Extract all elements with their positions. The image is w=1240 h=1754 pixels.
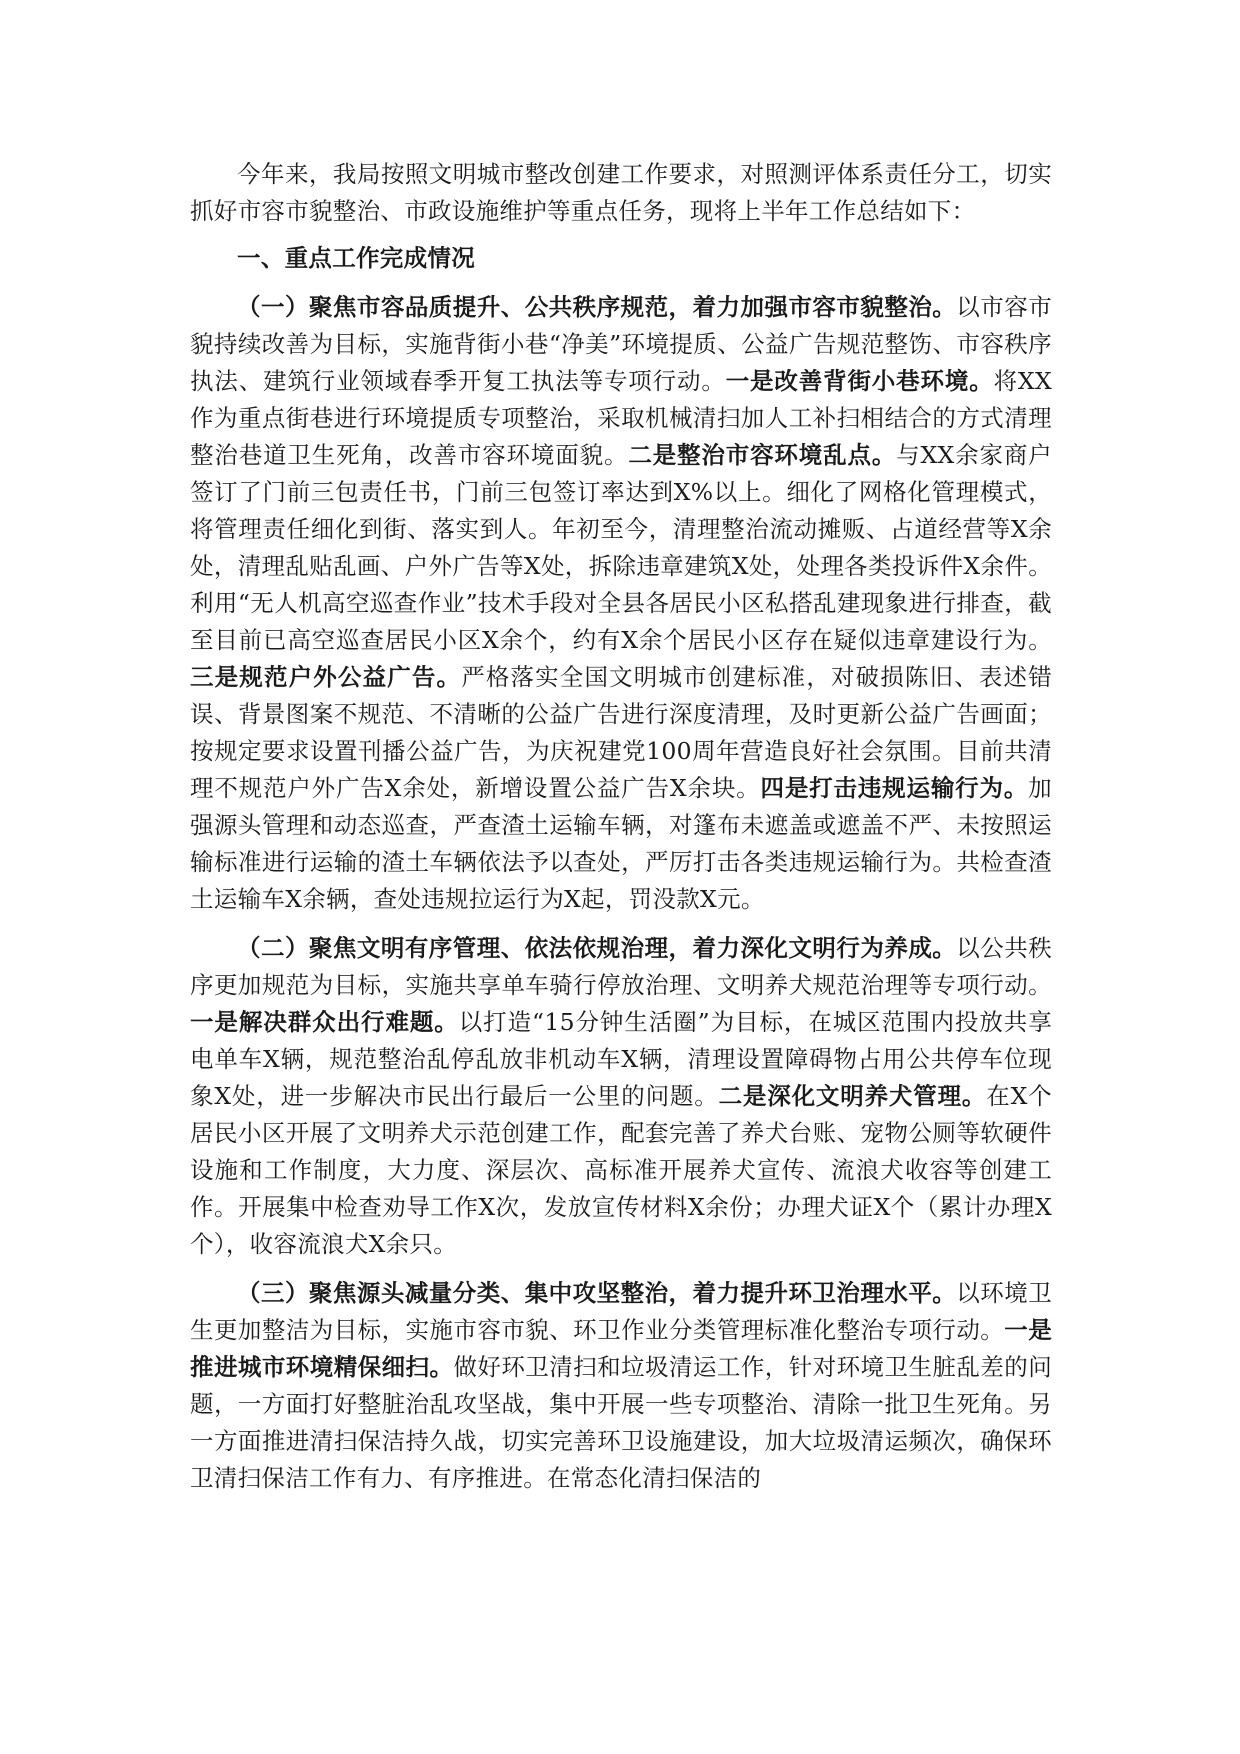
paragraph-3-point-1: 一是推进城市环境精保细扫。 [190,1316,1052,1381]
paragraph-1-text-4: 严格落实全国文明城市创建标准，对破损陈旧、表述错误、背景图案不规范、不清晰的公益广告进行深度清理，及时更新公益广告画面；按规定要求设置刊播公益广告，为庆祝建党100周年营造良好社会氛围。目前共清理不规范户外广告X余处，新增设置公益广告X余块。 [190,663,1052,802]
paragraph-1-text-1: 以市容市貌持续改善为目标，实施背街小巷“净美”环境提质、公益广告规范整饬、市容秩序执法、建筑行业领域春季开复工执法等专项行动。 [190,293,1053,395]
paragraph-1-text-2: 将XX作为重点街巷进行环境提质专项整治，采取机械清扫加人工补扫相结合的方式清理整治巷道卫生死角，改善市容环境面貌。 [190,367,1052,469]
paragraph-1-text-5: 加强源头管理和动态巡查，严查渣土运输车辆，对篷布未遮盖或遮盖不严、未按照运输标准进行运输的渣土车辆依法予以查处，严厉打击各类违规运输行为。共检查渣土运输车X余辆，查处违规拉运行为X起，罚没款X元。 [190,774,1052,913]
paragraph-2-text-2: 以打造“15分钟生活圈”为目标，在城区范围内投放共享电单车X辆，规范整治乱停乱放非机动车X辆，清理设置障碍物占用公共停车位现象X处，进一步解决市民出行最后一公里的问题。 [190,1008,1052,1110]
paragraph-1-point-2: 二是整治市容环境乱点。 [628,441,897,469]
paragraph-2-text-3: 在X个居民小区开展了文明养犬示范创建工作，配套完善了养犬台账、宠物公厕等软硬件设施和工作制度，大力度、深层次、高标准开展养犬宣传、流浪犬收容等创建工作。开展集中检查劝导工作X次，发放宣传材料X余份；办理犬证X个（累计办理X个），收容流浪犬X余只。 [190,1082,1052,1258]
section-heading-1 [190,240,1052,277]
paragraph-2 [190,930,1052,1263]
paragraph-1-heading: （一）聚焦市容品质提升、公共秩序规范，着力加强市容市貌整治。 [237,293,957,321]
paragraph-2-point-1: 一是解决群众出行难题。 [190,1008,459,1036]
intro-paragraph [190,156,1052,230]
section-heading-1-text: 一、重点工作完成情况 [237,244,475,272]
paragraph-3-text-2: 做好环卫清扫和垃圾清运工作，针对环境卫生脏乱差的问题，一方面打好整脏治乱攻坚战，集中开展一些专项整治、清除一批卫生死角。另一方面推进清扫保洁持久战，切实完善环卫设施建设，加大垃圾清运频次，确保环卫清扫保洁工作有力、有序推进。在常态化清扫保洁的 [190,1353,1052,1492]
intro-text: 今年来，我局按照文明城市整改创建工作要求，对照测评体系责任分工，切实抓好市容市貌整治、市政设施维护等重点任务，现将上半年工作总结如下： [190,160,1052,225]
paragraph-1-text-3: 与XX余家商户签订了门前三包责任书，门前三包签订率达到X%以上。细化了网格化管理模式，将管理责任细化到街、落实到人。年初至今，清理整治流动摊贩、占道经营等X余处，清理乱贴乱画、户外广告等X处，拆除违章建筑X处，处理各类投诉件X余件。利用“无人机高空巡查作业”技术手段对全县各居民小区私搭乱建现象进行排查，截至目前已高空巡查居民小区X余个，约有X余个居民小区存在疑似违章建设行为。 [190,441,1052,654]
paragraph-1-point-4: 四是打击违规运输行为。 [760,774,1029,802]
paragraph-2-point-2: 二是深化文明养犬管理。 [718,1082,987,1110]
paragraph-1-point-3: 三是规范户外公益广告。 [190,663,462,691]
paragraph-3-heading: （三）聚焦源头减量分类、集中攻坚整治，着力提升环卫治理水平。 [237,1279,957,1307]
paragraph-2-heading: （二）聚焦文明有序管理、依法依规治理，着力深化文明行为养成。 [237,934,957,962]
document-body [190,156,1052,1497]
paragraph-3 [190,1275,1052,1497]
paragraph-1 [190,289,1052,918]
paragraph-1-point-1: 一是改善背街小巷环境。 [725,367,994,395]
paragraph-3-text-1: 以环境卫生更加整洁为目标，实施市容市貌、环卫作业分类管理标准化整治专项行动。 [190,1279,1053,1344]
paragraph-2-text-1: 以公共秩序更加规范为目标，实施共享单车骑行停放治理、文明养犬规范治理等专项行动。 [190,934,1053,999]
